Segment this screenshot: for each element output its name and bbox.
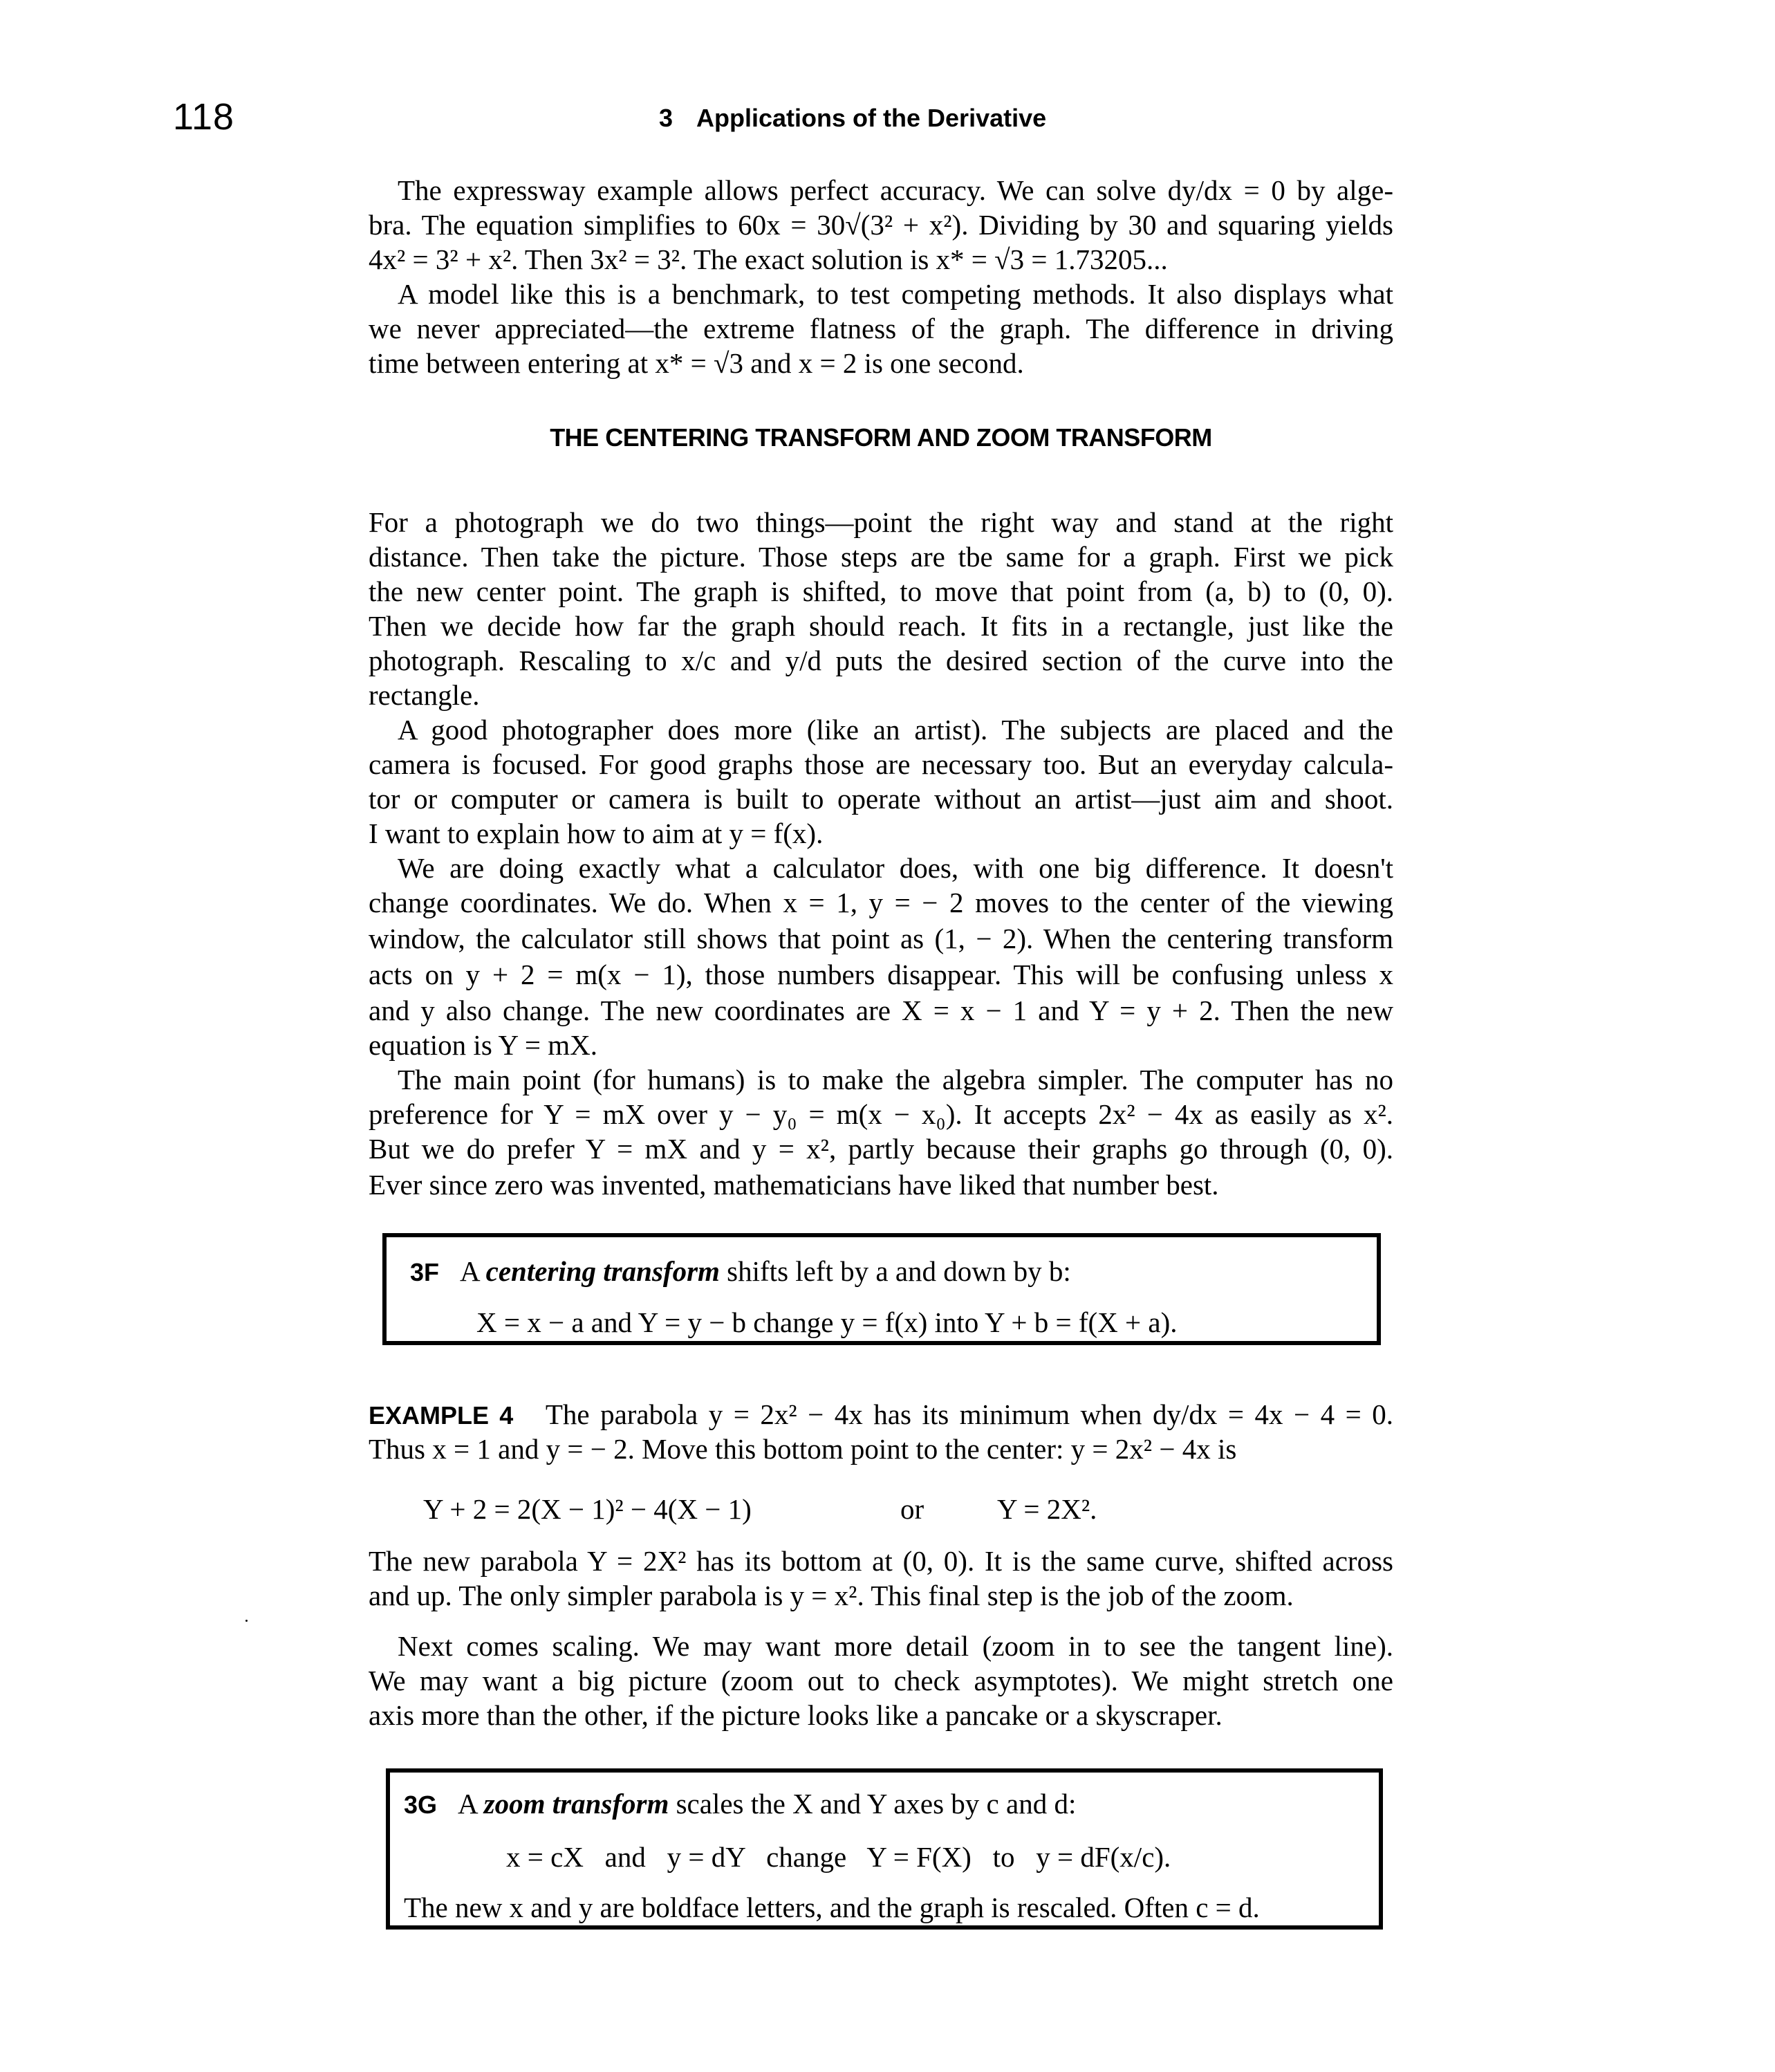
text-line: For a photograph we do two things—point the right way and stand at the right	[369, 506, 1393, 538]
page-number: 118	[173, 96, 235, 138]
text-line: A good photographer does more (like an artist). The subjects are placed and the	[398, 714, 1393, 746]
text-line: A model like this is a benchmark, to test competing methods. It also displays what	[398, 278, 1393, 310]
text-line: photograph. Rescaling to x/c and y/d puts the desired section of the curve into the	[369, 645, 1393, 676]
text-line: axis more than the other, if the picture looks like a pancake or a skyscraper.	[369, 1699, 1223, 1731]
term-zoom-transform: zoom transform	[483, 1788, 669, 1820]
text-line: Then we decide how far the graph should reach. It fits in a rectangle, just like the	[369, 610, 1393, 642]
chapter-number: 3	[659, 104, 673, 132]
text-line: But we do prefer Y = mX and y = x², partly because their graphs go through (0, 0).	[369, 1133, 1393, 1165]
text-line: The expressway example allows perfect accuracy. We can solve dy/dx = 0 by alge-	[398, 174, 1393, 206]
theorem-box-3g	[386, 1768, 1383, 1930]
text-line: We are doing exactly what a calculator does, with one big difference. It doesn't	[398, 852, 1393, 884]
text-line: change coordinates. We do. When x = 1, y = − 2 moves to the center of the viewing	[369, 887, 1393, 918]
box-3f-line1	[410, 1254, 1071, 1290]
box-3g-prefix: A	[458, 1788, 484, 1820]
box-3f-formula: X = x − a and Y = y − b change y = f(x) into Y + b = f(X + a).	[476, 1306, 1178, 1338]
box-3f-prefix: A	[460, 1255, 486, 1287]
text-line: equation is Y = mX.	[369, 1029, 597, 1061]
text-line: window, the calculator still shows that point as (1, − 2). When the centering transform	[369, 923, 1393, 954]
box-3g-tag: 3G	[404, 1791, 438, 1819]
theorem-box-3f	[382, 1233, 1381, 1345]
text-line: preference for Y = mX over y − y₀ = m(x − x₀). It accepts 2x² − 4x as easily as x².	[369, 1098, 1393, 1130]
box-3g-line1	[404, 1786, 1076, 1822]
box-3f-tag: 3F	[410, 1258, 440, 1286]
term-centering-transform: centering transform	[485, 1255, 720, 1287]
text-line: acts on y + 2 = m(x − 1), those numbers disappear. This will be confusing unless x	[369, 959, 1393, 990]
text-line: Next comes scaling. We may want more detail (zoom in to see the tangent line).	[398, 1630, 1393, 1662]
box-3g-rest: scales the X and Y axes by c and d:	[669, 1788, 1077, 1820]
text-line: The main point (for humans) is to make the algebra simpler. The computer has no	[398, 1064, 1393, 1095]
scan-speck	[245, 1620, 248, 1622]
text-line: camera is focused. For good graphs those are necessary too. But an everyday calcula-	[369, 748, 1393, 780]
text-line: and y also change. The new coordinates are X = x − 1 and Y = y + 2. Then the new	[369, 995, 1393, 1026]
example-4-text: The parabola y = 2x² − 4x has its minimum when dy/dx = 4x − 4 = 0.	[545, 1398, 1393, 1430]
example-4-line1	[369, 1397, 1393, 1432]
running-head	[659, 104, 1046, 133]
text-line: We may want a big picture (zoom out to check asymptotes). We might stretch one	[369, 1665, 1393, 1696]
text-line: we never appreciated—the extreme flatness of the graph. The difference in driving	[369, 313, 1393, 344]
chapter-title: Applications of the Derivative	[696, 104, 1047, 132]
text-line: and up. The only simpler parabola is y = x². This final step is the job of the zoom.	[369, 1580, 1294, 1611]
text-line: 4x² = 3² + x². Then 3x² = 3². The exact solution is x* = √3 = 1.73205...	[369, 243, 1168, 275]
text-line: rectangle.	[369, 679, 480, 711]
text-line: Thus x = 1 and y = − 2. Move this bottom point to the center: y = 2x² − 4x is	[369, 1433, 1237, 1465]
text-line: tor or computer or camera is built to operate without an artist—just aim and shoot.	[369, 783, 1393, 815]
display-equation-right: Y = 2X².	[997, 1493, 1097, 1525]
text-line: distance. Then take the picture. Those steps are tbe same for a graph. First we pick	[369, 541, 1393, 573]
box-3g-formula: x = cX and y = dY change Y = F(X) to y = dF(x/c).	[506, 1841, 1171, 1873]
text-line: The new parabola Y = 2X² has its bottom at (0, 0). It is the same curve, shifted across	[369, 1545, 1393, 1577]
text-line: Ever since zero was invented, mathematicians have liked that number best.	[369, 1169, 1219, 1201]
section-heading: THE CENTERING TRANSFORM AND ZOOM TRANSFORM	[550, 423, 1212, 452]
example-label: EXAMPLE 4	[369, 1401, 514, 1430]
display-equation-left: Y + 2 = 2(X − 1)² − 4(X − 1)	[423, 1493, 752, 1525]
box-3f-rest: shifts left by a and down by b:	[719, 1255, 1071, 1287]
text-line: the new center point. The graph is shifted, to move that point from (a, b) to (0, 0).	[369, 575, 1393, 607]
text-line: time between entering at x* = √3 and x = 2 is one second.	[369, 347, 1024, 379]
box-3g-note: The new x and y are boldface letters, and the graph is rescaled. Often c = d.	[404, 1891, 1260, 1923]
text-line: bra. The equation simplifies to 60x = 30√(3² + x²). Dividing by 30 and squaring yields	[369, 209, 1393, 241]
display-equation-or: or	[900, 1493, 924, 1525]
text-line: I want to explain how to aim at y = f(x).	[369, 817, 824, 849]
